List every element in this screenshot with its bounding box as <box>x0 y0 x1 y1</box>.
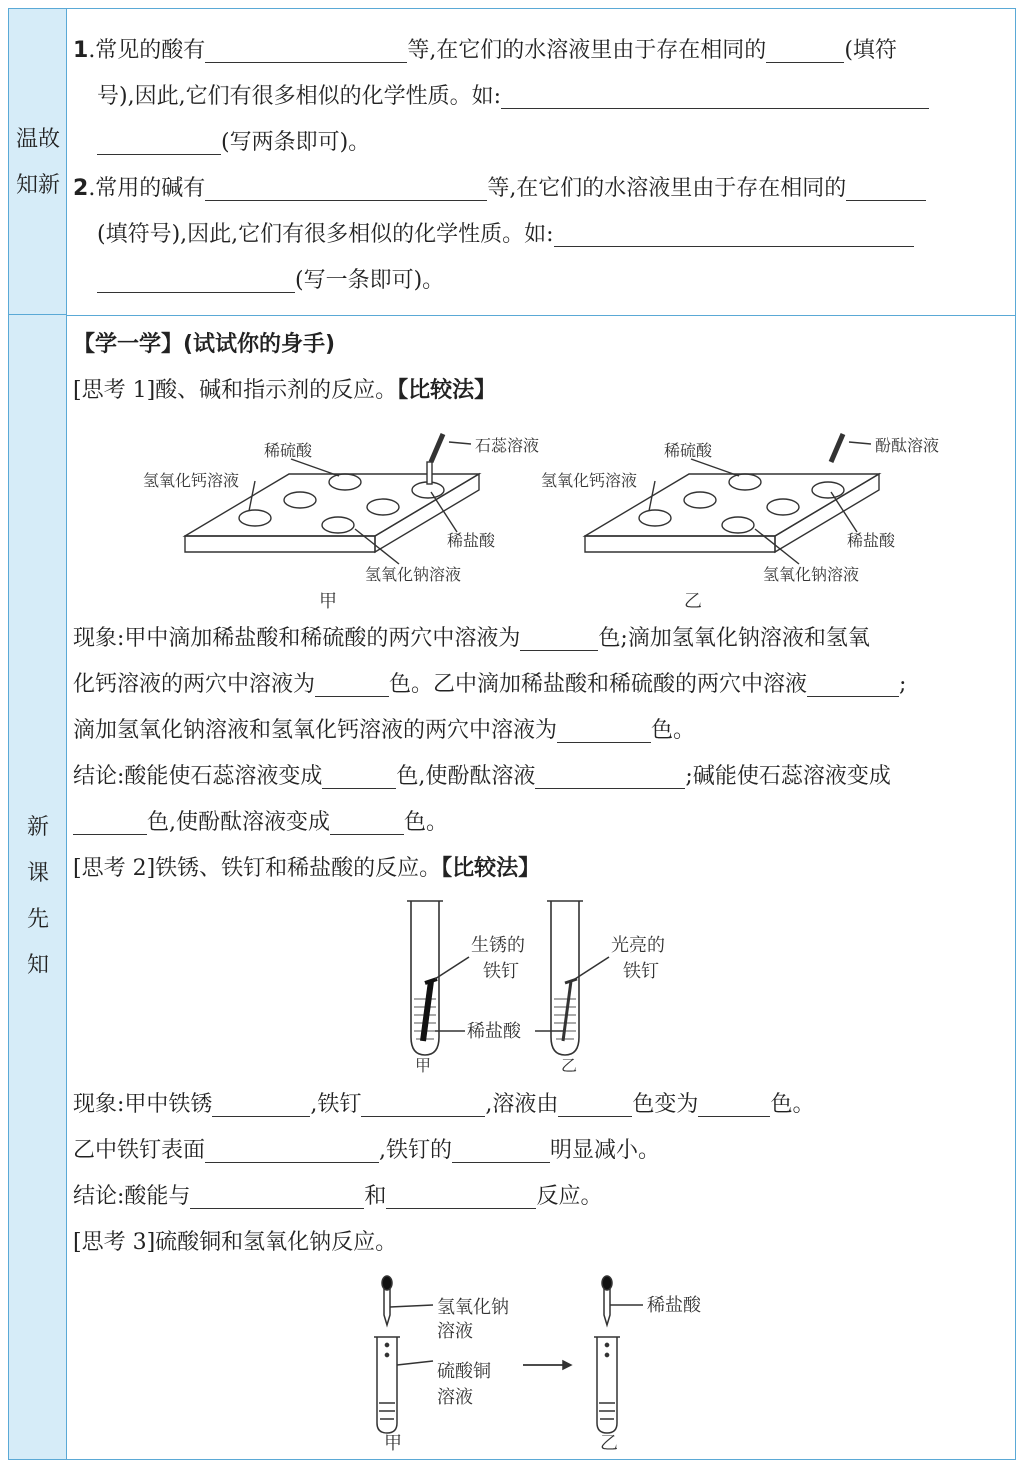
phenomenon-1-line-1 <box>73 621 870 652</box>
answer-blank[interactable] <box>535 764 685 789</box>
body-text: 色;滴加氢氧化钠溶液和氢氧 <box>598 626 870 651</box>
label-solution: 溶液 <box>437 1321 473 1342</box>
review-side-column <box>9 9 67 315</box>
review-question-1-line-1 <box>73 33 897 64</box>
answer-blank[interactable] <box>361 1092 485 1117</box>
answer-blank[interactable] <box>386 1184 536 1209</box>
section-divider <box>67 315 1015 316</box>
answer-blank[interactable] <box>698 1092 770 1117</box>
answer-blank[interactable] <box>190 1184 364 1209</box>
shiny-nail <box>563 981 571 1041</box>
answer-blank[interactable] <box>205 176 487 201</box>
question-text: 号),因此,它们有很多相似的化学性质。如: <box>97 84 501 109</box>
review-side-label-2: 知新 <box>15 173 60 198</box>
review-question-1-line-2 <box>97 79 929 110</box>
answer-blank[interactable] <box>807 672 899 697</box>
new-side-label-2: 课 <box>26 861 49 886</box>
label-shiny: 光亮的 <box>611 935 665 956</box>
question-text: 等,在它们的水溶液里由于存在相同的 <box>407 38 767 63</box>
body-text: 明显减小。 <box>550 1138 661 1163</box>
body-text: 结论:酸能与 <box>73 1184 191 1209</box>
question-text: (写两条即可)。 <box>221 130 371 155</box>
answer-blank[interactable] <box>766 38 844 63</box>
answer-blank[interactable] <box>212 1092 310 1117</box>
method-tag: 【比较法】 <box>441 856 541 881</box>
review-question-2-line-3 <box>97 263 444 294</box>
learn-header: 【学一学】(试试你的身手) <box>73 332 336 357</box>
body-text: 色变为 <box>632 1092 699 1117</box>
copper-sulfate-figure <box>359 1271 739 1455</box>
body-text: 现象:甲中滴加稀盐酸和稀硫酸的两穴中溶液为 <box>73 626 521 651</box>
conclusion-1-line-1 <box>73 759 891 790</box>
answer-blank[interactable] <box>501 84 929 109</box>
review-question-2-line-1 <box>73 171 926 202</box>
worksheet-frame <box>8 8 1016 1460</box>
label-dilute-hydrochloric-acid: 稀盐酸 <box>447 531 496 550</box>
body-text: 色,使酚酞溶液变成 <box>147 810 330 835</box>
new-lesson-side-column <box>9 315 67 1459</box>
conclusion-2 <box>73 1179 602 1210</box>
question-text: (填符号),因此,它们有很多相似的化学性质。如: <box>97 222 554 247</box>
body-text: ,铁钉的 <box>379 1138 453 1163</box>
body-text: 乙中铁钉表面 <box>73 1138 206 1163</box>
body-text: 滴加氢氧化钠溶液和氢氧化钙溶液的两穴中溶液为 <box>73 718 558 743</box>
answer-blank[interactable] <box>554 222 914 247</box>
phenomenon-2-line-2 <box>73 1133 660 1164</box>
answer-blank[interactable] <box>97 268 295 293</box>
answer-blank[interactable] <box>558 1092 632 1117</box>
question-text: 等,在它们的水溶液里由于存在相同的 <box>487 176 847 201</box>
body-text: ,溶液由 <box>485 1092 559 1117</box>
think-1-text: [思考 1]酸、碱和指示剂的反应。 <box>73 378 398 403</box>
label-litmus-solution: 石蕊溶液 <box>475 436 540 455</box>
body-text: ; <box>899 672 907 697</box>
label-dilute-hydrochloric-acid: 稀盐酸 <box>647 1295 701 1316</box>
question-text: (写一条即可)。 <box>295 268 445 293</box>
label-sodium-hydroxide: 氢氧化钠溶液 <box>763 565 860 584</box>
label-iron-nail: 铁钉 <box>623 961 659 982</box>
body-text: ;碱能使石蕊溶液变成 <box>685 764 891 789</box>
dropper-bulb <box>602 1276 612 1290</box>
body-text: 色。 <box>404 810 449 835</box>
label-sodium-hydroxide: 氢氧化钠溶液 <box>365 565 462 584</box>
answer-blank[interactable] <box>97 130 221 155</box>
body-text: 现象:甲中铁锈 <box>73 1092 213 1117</box>
answer-blank[interactable] <box>520 626 598 651</box>
answer-blank[interactable] <box>557 718 651 743</box>
think-2-text: [思考 2]铁锈、铁钉和稀盐酸的反应。 <box>73 856 442 881</box>
body-text: 反应。 <box>536 1184 603 1209</box>
label-solution: 溶液 <box>437 1387 473 1408</box>
body-text: 化钙溶液的两穴中溶液为 <box>73 672 316 697</box>
question-text: .常见的酸有 <box>88 38 206 63</box>
review-side-label-1: 温故 <box>15 127 60 152</box>
answer-blank[interactable] <box>205 1138 379 1163</box>
phenomenon-2-line-1 <box>73 1087 814 1118</box>
label-dilute-sulfuric-acid: 稀硫酸 <box>264 441 313 460</box>
body-text: 色。 <box>770 1092 815 1117</box>
question-text: .常用的碱有 <box>88 176 206 201</box>
dropper-left <box>384 1289 390 1325</box>
label-phenolphthalein-solution: 酚酞溶液 <box>875 436 940 455</box>
think-1-title <box>73 373 496 404</box>
figure-caption-yi: 乙 <box>600 1433 618 1454</box>
figure-caption-yi: 乙 <box>560 1056 578 1075</box>
figure-caption-jia: 甲 <box>319 591 337 612</box>
label-sodium-hydroxide: 氢氧化钠 <box>437 1297 509 1318</box>
body-text: 结论:酸能使石蕊溶液变成 <box>73 764 323 789</box>
answer-blank[interactable] <box>452 1138 550 1163</box>
phenomenon-1-line-2 <box>73 667 906 698</box>
answer-blank[interactable] <box>315 672 389 697</box>
figure-caption-jia: 甲 <box>384 1433 402 1454</box>
rusty-nail <box>423 981 431 1041</box>
answer-blank[interactable] <box>205 38 407 63</box>
review-question-1-line-3 <box>97 125 370 156</box>
body-text: 色,使酚酞溶液 <box>396 764 536 789</box>
phenomenon-1-line-3 <box>73 713 695 744</box>
answer-blank[interactable] <box>322 764 396 789</box>
label-dilute-hydrochloric-acid: 稀盐酸 <box>467 1021 521 1042</box>
body-text: ,铁钉 <box>310 1092 362 1117</box>
question-text: (填符 <box>844 38 897 63</box>
body-text: 和 <box>364 1184 387 1209</box>
new-side-label-4: 知 <box>26 953 49 978</box>
answer-blank[interactable] <box>846 176 926 201</box>
think-2-title <box>73 851 540 882</box>
review-question-2-line-2 <box>97 217 914 248</box>
label-dilute-sulfuric-acid: 稀硫酸 <box>664 441 713 460</box>
figure-caption-yi: 乙 <box>684 591 702 612</box>
dropper-right <box>604 1289 610 1325</box>
answer-blank[interactable] <box>330 810 404 835</box>
label-copper-sulfate: 硫酸铜 <box>437 1361 491 1382</box>
spot-plate-right <box>585 434 879 564</box>
question-number: 1 <box>73 38 89 63</box>
label-dilute-hydrochloric-acid: 稀盐酸 <box>847 531 896 550</box>
figure-caption-jia: 甲 <box>414 1056 432 1075</box>
label-calcium-hydroxide: 氢氧化钙溶液 <box>143 471 240 490</box>
new-side-label-1: 新 <box>26 815 49 840</box>
label-iron-nail: 铁钉 <box>483 961 519 982</box>
label-calcium-hydroxide: 氢氧化钙溶液 <box>541 471 638 490</box>
body-text: 色。 <box>651 718 696 743</box>
body-text: 色。乙中滴加稀盐酸和稀硫酸的两穴中溶液 <box>389 672 808 697</box>
label-rusty: 生锈的 <box>471 935 525 956</box>
dropper-bulb <box>382 1276 392 1290</box>
spot-plate-figure <box>109 414 949 614</box>
method-tag: 【比较法】 <box>397 378 497 403</box>
question-number: 2 <box>73 176 89 201</box>
spot-plate-left <box>185 434 479 564</box>
think-3-title: [思考 3]硫酸铜和氢氧化钠反应。 <box>73 1230 398 1255</box>
new-side-label-3: 先 <box>26 907 49 932</box>
nail-test-tube-figure <box>379 895 699 1075</box>
conclusion-1-line-2 <box>73 805 448 836</box>
answer-blank[interactable] <box>73 810 147 835</box>
